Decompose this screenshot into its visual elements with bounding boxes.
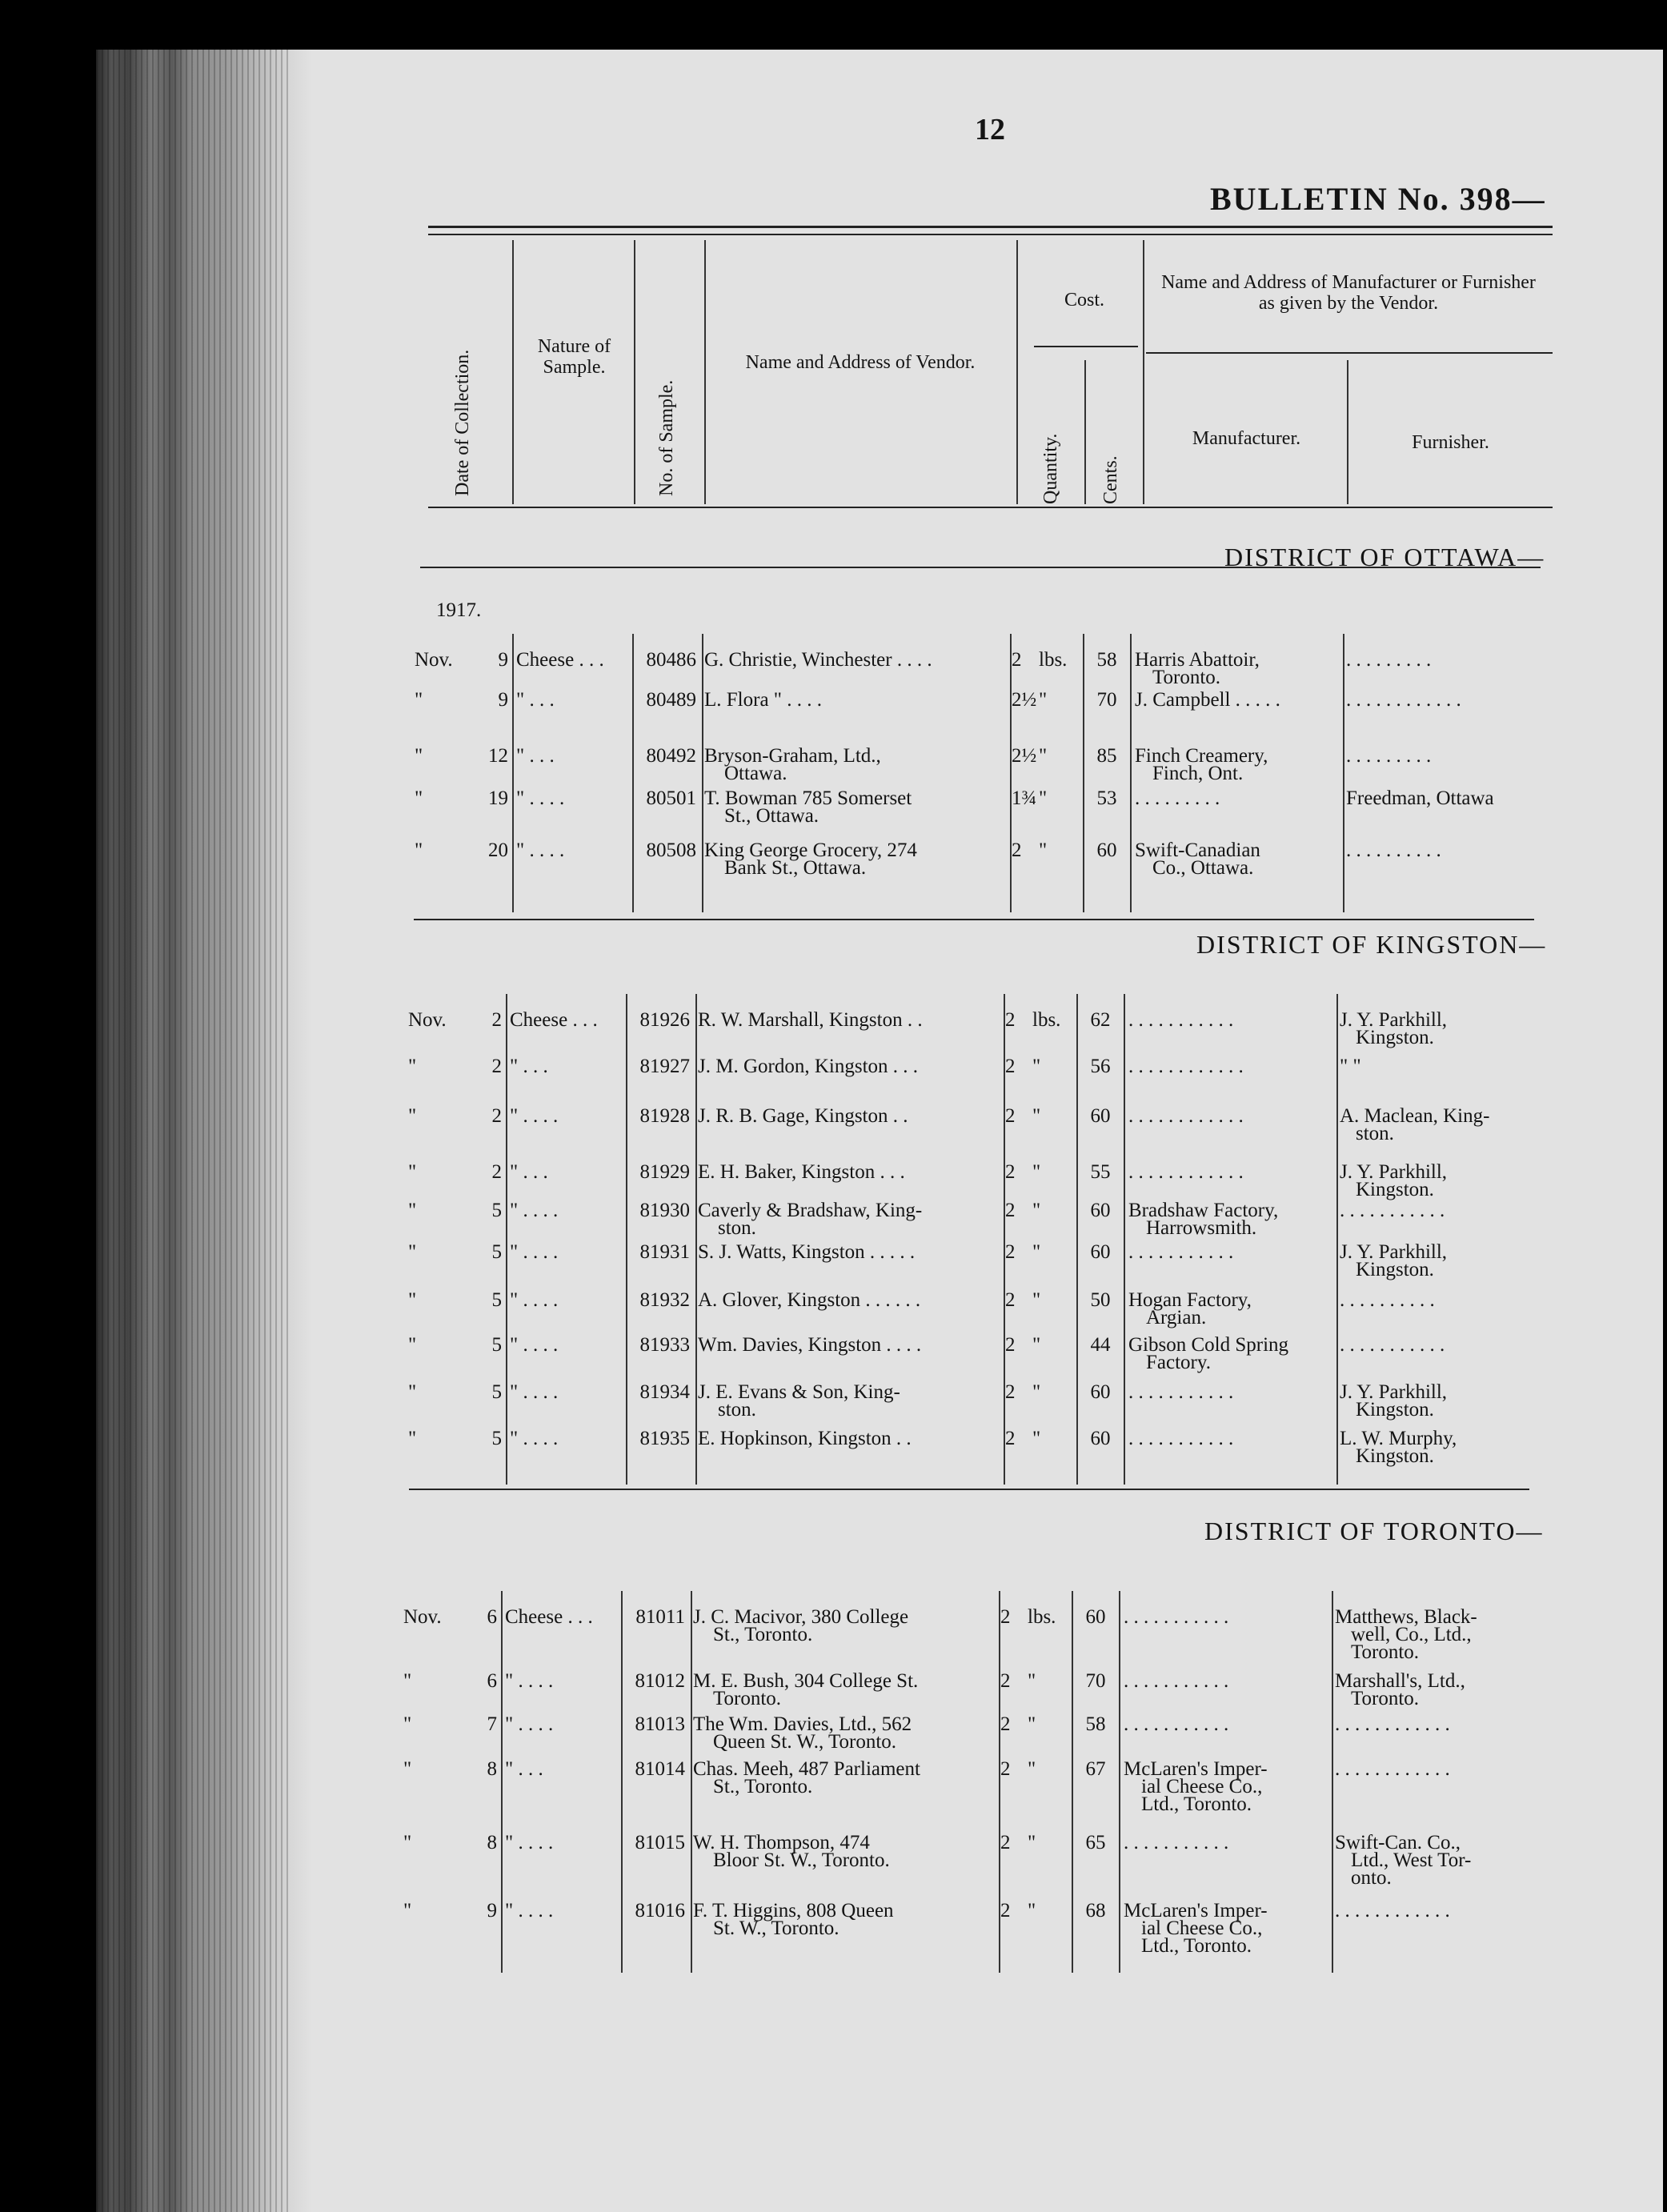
cents-cell: 50: [1090, 1289, 1111, 1311]
cents-cell: 68: [1085, 1900, 1106, 1921]
vendor-cell: A. Glover, Kingston . . . . . .: [698, 1289, 921, 1311]
cents-cell: 70: [1096, 689, 1117, 711]
nature-cell: " . . . .: [510, 1334, 559, 1356]
manufacturer-cell: J. Campbell . . . . .: [1135, 689, 1280, 711]
month-cell: ": [415, 689, 423, 711]
unit-cell: ": [1028, 1832, 1036, 1853]
furnisher-cell: . . . . . . . . . .: [1340, 1289, 1435, 1311]
furnisher-cell: Toronto.: [1351, 1688, 1420, 1709]
cents-cell: 67: [1085, 1758, 1106, 1780]
furnisher-cell: Kingston.: [1356, 1399, 1434, 1421]
month-cell: ": [408, 1289, 417, 1311]
col-divider: [1084, 360, 1086, 504]
furnisher-cell: . . . . . . . . . .: [1346, 840, 1441, 861]
month-cell: ": [408, 1161, 417, 1183]
month-cell: ": [408, 1428, 417, 1449]
day-cell: 6: [487, 1670, 497, 1692]
manufacturer-cell: . . . . . . . . . . .: [1124, 1832, 1229, 1853]
month-cell: ": [408, 1056, 417, 1077]
manufacturer-cell: Harrowsmith.: [1146, 1217, 1257, 1239]
sample-number-cell: 81011: [635, 1606, 685, 1628]
nature-cell: " . . . .: [516, 787, 565, 809]
unit-cell: ": [1032, 1161, 1041, 1183]
day-cell: 6: [487, 1606, 497, 1628]
sample-number-cell: 81930: [639, 1200, 690, 1221]
sample-number-cell: 80501: [646, 787, 696, 809]
furnisher-cell: Matthews, Black-: [1335, 1606, 1477, 1628]
nature-cell: Cheese . . .: [510, 1009, 598, 1031]
manufacturer-cell: . . . . . . . . . . . .: [1128, 1056, 1244, 1077]
unit-cell: ": [1032, 1289, 1041, 1311]
unit-cell: ": [1028, 1900, 1036, 1921]
vendor-cell: L. Flora " . . . .: [704, 689, 822, 711]
manufacturer-cell: McLaren's Imper-: [1124, 1758, 1268, 1780]
header-bottom-rule: [428, 507, 1553, 508]
furnisher-cell: Swift-Can. Co.,: [1335, 1832, 1461, 1853]
col-divider: [1130, 634, 1132, 912]
day-cell: 8: [487, 1758, 497, 1780]
col-divider: [695, 994, 697, 1485]
col-divider: [1343, 634, 1344, 912]
unit-cell: ": [1032, 1334, 1041, 1356]
furnisher-cell: Kingston.: [1356, 1445, 1434, 1467]
vendor-cell: Bryson-Graham, Ltd.,: [704, 745, 881, 767]
cents-cell: 60: [1090, 1428, 1111, 1449]
unit-cell: ": [1028, 1713, 1036, 1735]
vendor-cell: E. H. Baker, Kingston . . .: [698, 1161, 905, 1183]
header-maker-group: Name and Address of Manufacturer or Furnisher as given by the Vendor.: [1161, 272, 1536, 314]
header-number: No. of Sample.: [656, 379, 677, 496]
manufacturer-cell: . . . . . . . . . . .: [1128, 1381, 1234, 1403]
page-number: 12: [975, 113, 1005, 146]
cents-cell: 55: [1090, 1161, 1111, 1183]
month-cell: ": [408, 1105, 417, 1127]
month-cell: Nov.: [403, 1606, 442, 1628]
cents-cell: 60: [1085, 1606, 1106, 1628]
vendor-cell: J. R. B. Gage, Kingston . .: [698, 1105, 908, 1127]
month-cell: ": [403, 1670, 412, 1692]
day-cell: 19: [488, 787, 508, 809]
unit-cell: ": [1032, 1105, 1041, 1127]
manufacturer-cell: ial Cheese Co.,: [1141, 1776, 1263, 1797]
manufacturer-cell: Ltd., Toronto.: [1141, 1793, 1252, 1815]
furnisher-cell: . . . . . . . . . . . .: [1346, 689, 1461, 711]
manufacturer-cell: ial Cheese Co.,: [1141, 1917, 1263, 1939]
manufacturer-cell: . . . . . . . . . . .: [1124, 1606, 1229, 1628]
furnisher-cell: . . . . . . . . .: [1346, 649, 1432, 671]
vendor-cell: St. W., Toronto.: [713, 1917, 840, 1939]
section-rule: [414, 919, 1534, 920]
nature-cell: " . . . .: [510, 1200, 559, 1221]
manufacturer-cell: . . . . . . . . .: [1135, 787, 1220, 809]
furnisher-cell: Marshall's, Ltd.,: [1335, 1670, 1465, 1692]
nature-cell: " . . . .: [510, 1381, 559, 1403]
vendor-cell: St., Toronto.: [713, 1624, 813, 1645]
manufacturer-cell: Finch, Ont.: [1152, 763, 1244, 784]
day-cell: 5: [491, 1200, 502, 1221]
furnisher-cell: Kingston.: [1356, 1027, 1434, 1048]
quantity-cell: 2: [1005, 1105, 1016, 1127]
nature-cell: " . . .: [510, 1161, 548, 1183]
col-divider: [1143, 240, 1144, 504]
top-rule-thin: [428, 234, 1553, 235]
quantity-cell: 2½: [1012, 689, 1037, 711]
quantity-cell: 2: [1005, 1056, 1016, 1077]
col-divider: [1119, 1591, 1120, 1973]
furnisher-cell: Kingston.: [1356, 1259, 1434, 1280]
quantity-cell: 2: [1005, 1289, 1016, 1311]
cents-cell: 60: [1090, 1381, 1111, 1403]
vendor-cell: Wm. Davies, Kingston . . . .: [698, 1334, 922, 1356]
manufacturer-cell: . . . . . . . . . . .: [1128, 1241, 1234, 1263]
col-divider: [702, 634, 703, 912]
nature-cell: " . . . .: [510, 1428, 559, 1449]
quantity-cell: 2: [1005, 1334, 1016, 1356]
sample-number-cell: 81927: [639, 1056, 690, 1077]
month-cell: ": [403, 1758, 412, 1780]
quantity-cell: 2: [1005, 1200, 1016, 1221]
col-divider: [501, 1591, 503, 1973]
day-cell: 9: [498, 689, 508, 711]
manufacturer-cell: Gibson Cold Spring: [1128, 1334, 1289, 1356]
sample-number-cell: 81926: [639, 1009, 690, 1031]
day-cell: 5: [491, 1334, 502, 1356]
cents-cell: 53: [1096, 787, 1117, 809]
top-rule: [428, 226, 1553, 228]
quantity-cell: 2: [1000, 1606, 1011, 1628]
nature-cell: " . . .: [510, 1056, 548, 1077]
vendor-cell: S. J. Watts, Kingston . . . . .: [698, 1241, 916, 1263]
cents-cell: 60: [1096, 840, 1117, 861]
col-divider: [1124, 994, 1125, 1485]
manufacturer-cell: . . . . . . . . . . . .: [1128, 1105, 1244, 1127]
header-vendor: Name and Address of Vendor.: [745, 352, 976, 373]
nature-cell: " . . . .: [505, 1900, 554, 1921]
sample-number-cell: 81016: [635, 1900, 685, 1921]
vendor-cell: M. E. Bush, 304 College St.: [693, 1670, 919, 1692]
col-divider: [506, 994, 507, 1485]
month-cell: ": [415, 787, 423, 809]
cents-cell: 60: [1090, 1200, 1111, 1221]
furnisher-cell: J. Y. Parkhill,: [1340, 1009, 1448, 1031]
manufacturer-cell: Bradshaw Factory,: [1128, 1200, 1279, 1221]
nature-cell: " . . .: [516, 745, 555, 767]
quantity-cell: 2½: [1012, 745, 1037, 767]
furnisher-cell: J. Y. Parkhill,: [1340, 1161, 1448, 1183]
manufacturer-cell: . . . . . . . . . . .: [1124, 1713, 1229, 1735]
unit-cell: ": [1032, 1241, 1041, 1263]
furnisher-cell: . . . . . . . . . . . .: [1335, 1900, 1450, 1921]
furnisher-cell: . . . . . . . . .: [1346, 745, 1432, 767]
col-divider: [1332, 1591, 1333, 1973]
vendor-cell: Bloor St. W., Toronto.: [713, 1849, 890, 1871]
cents-cell: 60: [1090, 1105, 1111, 1127]
quantity-cell: 2: [1000, 1670, 1011, 1692]
col-divider: [1076, 994, 1078, 1485]
nature-cell: " . . . .: [505, 1670, 554, 1692]
col-divider: [634, 240, 635, 504]
district-heading: DISTRICT OF TORONTO—: [1204, 1517, 1544, 1545]
sample-number-cell: 81015: [635, 1832, 685, 1853]
quantity-cell: 2: [1000, 1758, 1011, 1780]
vendor-cell: Ottawa.: [724, 763, 787, 784]
gutter-stripes: [96, 50, 288, 2212]
month-cell: ": [408, 1381, 417, 1403]
col-divider: [1336, 994, 1338, 1485]
month-cell: ": [408, 1200, 417, 1221]
furnisher-cell: Ltd., West Tor-: [1351, 1849, 1472, 1871]
year-label: 1917.: [436, 599, 482, 621]
manufacturer-cell: . . . . . . . . . . . .: [1128, 1161, 1244, 1183]
manufacturer-cell: Toronto.: [1152, 667, 1221, 688]
furnisher-cell: . . . . . . . . . . . .: [1335, 1758, 1450, 1780]
day-cell: 20: [488, 840, 508, 861]
col-divider: [512, 240, 514, 504]
manufacturer-cell: . . . . . . . . . . .: [1124, 1670, 1229, 1692]
vendor-cell: ston.: [718, 1217, 756, 1239]
furnisher-cell: Toronto.: [1351, 1641, 1420, 1663]
vendor-cell: J. C. Macivor, 380 College: [693, 1606, 909, 1628]
vendor-cell: St., Toronto.: [713, 1776, 813, 1797]
quantity-cell: 2: [1012, 649, 1022, 671]
day-cell: 5: [491, 1289, 502, 1311]
cost-rule: [1034, 346, 1138, 347]
day-cell: 12: [488, 745, 508, 767]
vendor-cell: Bank St., Ottawa.: [724, 857, 867, 879]
vendor-cell: The Wm. Davies, Ltd., 562: [693, 1713, 912, 1735]
sample-number-cell: 80508: [646, 840, 696, 861]
quantity-cell: 2: [1000, 1900, 1011, 1921]
sample-number-cell: 80486: [646, 649, 696, 671]
unit-cell: ": [1032, 1381, 1041, 1403]
cents-cell: 58: [1085, 1713, 1106, 1735]
vendor-cell: T. Bowman 785 Somerset: [704, 787, 912, 809]
day-cell: 2: [491, 1105, 502, 1127]
sample-number-cell: 81928: [639, 1105, 690, 1127]
furnisher-cell: Kingston.: [1356, 1179, 1434, 1200]
col-divider: [1347, 360, 1348, 504]
sample-number-cell: 81935: [639, 1428, 690, 1449]
vendor-cell: R. W. Marshall, Kingston . .: [698, 1009, 923, 1031]
month-cell: ": [403, 1900, 412, 1921]
cents-cell: 44: [1090, 1334, 1111, 1356]
nature-cell: " . . . .: [505, 1832, 554, 1853]
furnisher-cell: " ": [1340, 1056, 1361, 1077]
furnisher-cell: J. Y. Parkhill,: [1340, 1381, 1448, 1403]
col-divider: [704, 240, 706, 504]
unit-cell: lbs.: [1032, 1009, 1061, 1031]
manufacturer-cell: McLaren's Imper-: [1124, 1900, 1268, 1921]
unit-cell: ": [1039, 745, 1048, 767]
vendor-cell: St., Ottawa.: [724, 805, 819, 827]
col-divider: [1010, 634, 1012, 912]
cents-cell: 56: [1090, 1056, 1111, 1077]
nature-cell: Cheese . . .: [516, 649, 604, 671]
vendor-cell: Queen St. W., Toronto.: [713, 1731, 897, 1753]
vendor-cell: G. Christie, Winchester . . . .: [704, 649, 932, 671]
sample-number-cell: 80492: [646, 745, 696, 767]
unit-cell: ": [1039, 787, 1048, 809]
furnisher-cell: . . . . . . . . . . .: [1340, 1200, 1445, 1221]
col-divider: [1016, 240, 1018, 504]
cents-cell: 62: [1090, 1009, 1111, 1031]
header-furnisher: Furnisher.: [1412, 432, 1489, 453]
furnisher-cell: . . . . . . . . . . . .: [1335, 1713, 1450, 1735]
vendor-cell: Chas. Meeh, 487 Parliament: [693, 1758, 920, 1780]
manufacturer-cell: . . . . . . . . . . .: [1128, 1009, 1234, 1031]
quantity-cell: 2: [1005, 1428, 1016, 1449]
quantity-cell: 1¾: [1012, 787, 1037, 809]
vendor-cell: W. H. Thompson, 474: [693, 1832, 870, 1853]
manufacturer-cell: Hogan Factory,: [1128, 1289, 1252, 1311]
cents-cell: 60: [1090, 1241, 1111, 1263]
header-cost: Cost.: [1064, 290, 1104, 311]
manufacturer-cell: Swift-Canadian: [1135, 840, 1260, 861]
unit-cell: lbs.: [1028, 1606, 1056, 1628]
vendor-cell: King George Grocery, 274: [704, 840, 917, 861]
maker-rule: [1146, 352, 1553, 354]
unit-cell: ": [1032, 1056, 1041, 1077]
vendor-cell: ston.: [718, 1399, 756, 1421]
day-cell: 2: [491, 1161, 502, 1183]
unit-cell: lbs.: [1039, 649, 1068, 671]
furnisher-cell: ston.: [1356, 1123, 1394, 1144]
month-cell: ": [403, 1832, 412, 1853]
unit-cell: ": [1028, 1670, 1036, 1692]
furnisher-cell: L. W. Murphy,: [1340, 1428, 1457, 1449]
section-rule: [409, 1489, 1529, 1490]
vendor-cell: J. M. Gordon, Kingston . . .: [698, 1056, 919, 1077]
day-cell: 2: [491, 1056, 502, 1077]
col-divider: [1083, 634, 1084, 912]
nature-cell: " . . . .: [510, 1105, 559, 1127]
nature-cell: " . . . .: [510, 1289, 559, 1311]
sample-number-cell: 81013: [635, 1713, 685, 1735]
unit-cell: ": [1032, 1200, 1041, 1221]
furnisher-cell: A. Maclean, King-: [1340, 1105, 1490, 1127]
header-cents: Cents.: [1100, 455, 1121, 504]
manufacturer-cell: Argian.: [1146, 1307, 1207, 1328]
sample-number-cell: 81929: [639, 1161, 690, 1183]
bulletin-title: BULLETIN No. 398—: [1210, 181, 1546, 217]
month-cell: ": [408, 1241, 417, 1263]
furnisher-cell: Freedman, Ottawa: [1346, 787, 1494, 809]
day-cell: 5: [491, 1381, 502, 1403]
header-nature: Nature of Sample.: [537, 336, 611, 378]
district-heading: DISTRICT OF KINGSTON—: [1196, 930, 1547, 959]
header-date: Date of Collection.: [452, 349, 473, 496]
vendor-cell: Caverly & Bradshaw, King-: [698, 1200, 923, 1221]
month-cell: ": [408, 1334, 417, 1356]
sample-number-cell: 80489: [646, 689, 696, 711]
manufacturer-cell: Finch Creamery,: [1135, 745, 1268, 767]
quantity-cell: 2: [1012, 840, 1022, 861]
vendor-cell: Toronto.: [713, 1688, 782, 1709]
day-cell: 9: [498, 649, 508, 671]
manufacturer-cell: Co., Ottawa.: [1152, 857, 1254, 879]
quantity-cell: 2: [1000, 1832, 1011, 1853]
month-cell: Nov.: [408, 1009, 447, 1031]
vendor-cell: F. T. Higgins, 808 Queen: [693, 1900, 894, 1921]
nature-cell: " . . .: [505, 1758, 543, 1780]
unit-cell: ": [1039, 689, 1048, 711]
unit-cell: ": [1039, 840, 1048, 861]
manufacturer-cell: Harris Abattoir,: [1135, 649, 1260, 671]
page: [96, 50, 1663, 2212]
col-divider: [691, 1591, 692, 1973]
unit-cell: ": [1032, 1428, 1041, 1449]
month-cell: ": [415, 745, 423, 767]
col-divider: [632, 634, 634, 912]
quantity-cell: 2: [1005, 1241, 1016, 1263]
furnisher-cell: J. Y. Parkhill,: [1340, 1241, 1448, 1263]
vendor-cell: J. E. Evans & Son, King-: [698, 1381, 900, 1403]
day-cell: 5: [491, 1241, 502, 1263]
manufacturer-cell: Ltd., Toronto.: [1141, 1935, 1252, 1957]
quantity-cell: 2: [1005, 1161, 1016, 1183]
sample-number-cell: 81931: [639, 1241, 690, 1263]
sample-number-cell: 81014: [635, 1758, 685, 1780]
sample-number-cell: 81012: [635, 1670, 685, 1692]
nature-cell: " . . . .: [516, 840, 565, 861]
day-cell: 7: [487, 1713, 497, 1735]
manufacturer-cell: Factory.: [1146, 1352, 1211, 1373]
day-cell: 5: [491, 1428, 502, 1449]
month-cell: ": [403, 1713, 412, 1735]
col-divider: [512, 634, 514, 912]
header-manufacturer: Manufacturer.: [1192, 428, 1301, 449]
cents-cell: 70: [1085, 1670, 1106, 1692]
unit-cell: ": [1028, 1758, 1036, 1780]
district-heading: DISTRICT OF OTTAWA—: [1224, 543, 1545, 571]
quantity-cell: 2: [1005, 1381, 1016, 1403]
vendor-cell: E. Hopkinson, Kingston . .: [698, 1428, 912, 1449]
day-cell: 8: [487, 1832, 497, 1853]
cents-cell: 65: [1085, 1832, 1106, 1853]
nature-cell: " . . . .: [510, 1241, 559, 1263]
sample-number-cell: 81933: [639, 1334, 690, 1356]
furnisher-cell: . . . . . . . . . . .: [1340, 1334, 1445, 1356]
cents-cell: 58: [1096, 649, 1117, 671]
col-divider: [1072, 1591, 1073, 1973]
furnisher-cell: well, Co., Ltd.,: [1351, 1624, 1472, 1645]
sample-number-cell: 81934: [639, 1381, 690, 1403]
month-cell: ": [415, 840, 423, 861]
quantity-cell: 2: [1005, 1009, 1016, 1031]
quantity-cell: 2: [1000, 1713, 1011, 1735]
cents-cell: 85: [1096, 745, 1117, 767]
nature-cell: Cheese . . .: [505, 1606, 593, 1628]
header-quantity: Quantity.: [1040, 433, 1061, 504]
sample-number-cell: 81932: [639, 1289, 690, 1311]
furnisher-cell: onto.: [1351, 1867, 1392, 1889]
day-cell: 9: [487, 1900, 497, 1921]
nature-cell: " . . . .: [505, 1713, 554, 1735]
nature-cell: " . . .: [516, 689, 555, 711]
month-cell: Nov.: [415, 649, 453, 671]
manufacturer-cell: . . . . . . . . . . .: [1128, 1428, 1234, 1449]
day-cell: 2: [491, 1009, 502, 1031]
